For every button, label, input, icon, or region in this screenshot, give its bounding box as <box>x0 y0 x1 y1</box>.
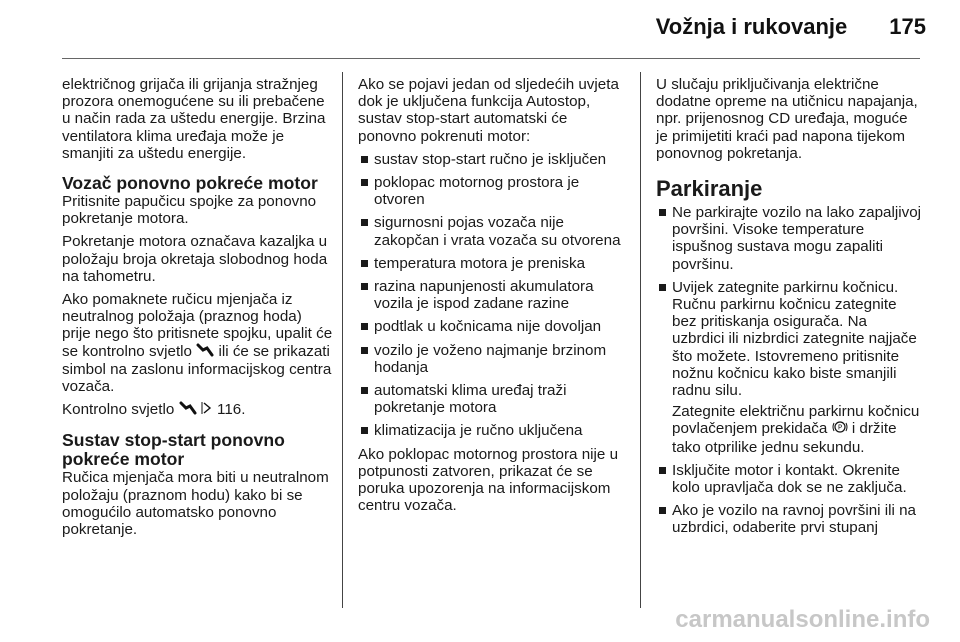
section-heading: Vozač ponovno pokreće motor <box>62 173 318 194</box>
condition-list <box>358 151 626 440</box>
page-title: Vožnja i rukovanje <box>655 14 848 39</box>
autostop-indicator-icon <box>196 343 214 361</box>
list-item: Ne parkirajte vozilo na lako zapaljivoj površini. Visoke temperature ispušnog sustava mogu zapaliti površinu. <box>656 204 922 273</box>
page-reference-icon[interactable] <box>201 401 213 419</box>
paragraph: Ručica mjenjača mora biti u neutralnom položaju (praznom hodu) kako bi se omogućilo automatsko ponovno pokretanje. <box>62 469 329 539</box>
paragraph <box>62 401 334 419</box>
list-item: temperatura motora je preniska <box>358 255 626 272</box>
paragraph: električnog grijača ili grijanja stražnjeg prozora onemogućene su ili prebačene u način rada za uštedu energije. Brzina ventilatora klima uređaja može je smanjiti za uštedu energije. <box>62 76 326 162</box>
paragraph: Pritisnite papučicu spojke za ponovno pokretanje motora. <box>62 193 317 228</box>
section-heading: Sustav stop-start ponovno pokreće motor <box>62 430 285 470</box>
text: Ako pomaknete ručicu mjenjača iz neutralnog položaja (praznog hoda) prije nego što pritisnete spojku, upalit će se kontrolno svjetlo <box>62 291 333 360</box>
list-item <box>656 279 922 456</box>
list-item: sustav stop-start ručno je isključen <box>358 151 626 168</box>
column-divider <box>342 72 343 608</box>
page-header <box>656 14 926 40</box>
paragraph: Ako se pojavi jedan od sljedećih uvjeta dok je uključena funkcija Autostop, sustav stop-start automatski će ponovno pokrenuti motor: <box>358 76 619 145</box>
page-reference-link[interactable]: 116. <box>217 401 246 419</box>
parking-brake-p-icon <box>832 420 848 438</box>
list-item: Ako je vozilo na ravnoj površini ili na uzbrdici, odaberite prvi stupanj <box>656 502 922 536</box>
svg-text:P: P <box>837 423 842 432</box>
watermark: carmanualsonline.info <box>675 606 930 633</box>
column-2 <box>358 76 626 520</box>
column-3 <box>656 76 922 543</box>
header-rule <box>62 58 920 59</box>
list-item: sigurnosni pojas vozača nije zakopčan i vrata vozača su otvorena <box>358 214 626 248</box>
list-item: podtlak u kočnicama nije dovoljan <box>358 318 626 335</box>
text: Zategnite električnu parkirnu kočnicu povlačenjem prekidača <box>672 403 920 438</box>
parking-list <box>656 204 922 537</box>
text: ili će se prikazati simbol na zaslonu informacijskog centra vozača. <box>62 342 332 396</box>
page-number: 175 <box>889 14 926 39</box>
text: Kontrolno svjetlo <box>62 401 175 419</box>
text: i držite tako otprilike jednu sekundu. <box>672 420 897 456</box>
sub-paragraph <box>672 403 922 456</box>
list-item: automatski klima uređaj traži pokretanje motora <box>358 382 626 416</box>
column-1 <box>62 76 334 544</box>
text: Uvijek zategnite parkirnu kočnicu. Ručnu parkirnu kočnicu zategnite bez pritiskanja osigurača. Na uzbrdici ili nizbrdici zategnite najjače što možete. Istovremeno pritisnite nožnu kočnicu kako biste smanjili radnu silu. <box>672 278 917 400</box>
list-item: razina napunjenosti akumulatora vozila je ispod zadane razine <box>358 278 626 312</box>
list-item: klimatizacija je ručno uključena <box>358 422 626 439</box>
paragraph <box>62 291 334 395</box>
autostop-indicator-icon <box>179 401 197 419</box>
list-item: poklopac motornog prostora je otvoren <box>358 174 626 208</box>
list-item: vozilo je voženo najmanje brzinom hodanja <box>358 342 626 376</box>
paragraph: U slučaju priključivanja električne dodatne opreme na utičnicu napajanja, npr. prijenosnog CD uređaja, moguće je primijetiti kraći pad napona tijekom ponovnog pokretanja. <box>656 76 918 162</box>
paragraph: Ako poklopac motornog prostora nije u potpunosti zatvoren, prikazat će se poruka upozorenja na informacijskom centru vozača. <box>358 445 619 515</box>
section-heading: Parkiranje <box>656 176 763 202</box>
list-item: Isključite motor i kontakt. Okrenite kolo upravljača dok se ne zaključa. <box>656 462 922 496</box>
paragraph: Pokretanje motora označava kazaljka u položaju broja okretaja slobodnog hoda na tahometru. <box>62 233 328 285</box>
column-divider <box>640 72 641 608</box>
